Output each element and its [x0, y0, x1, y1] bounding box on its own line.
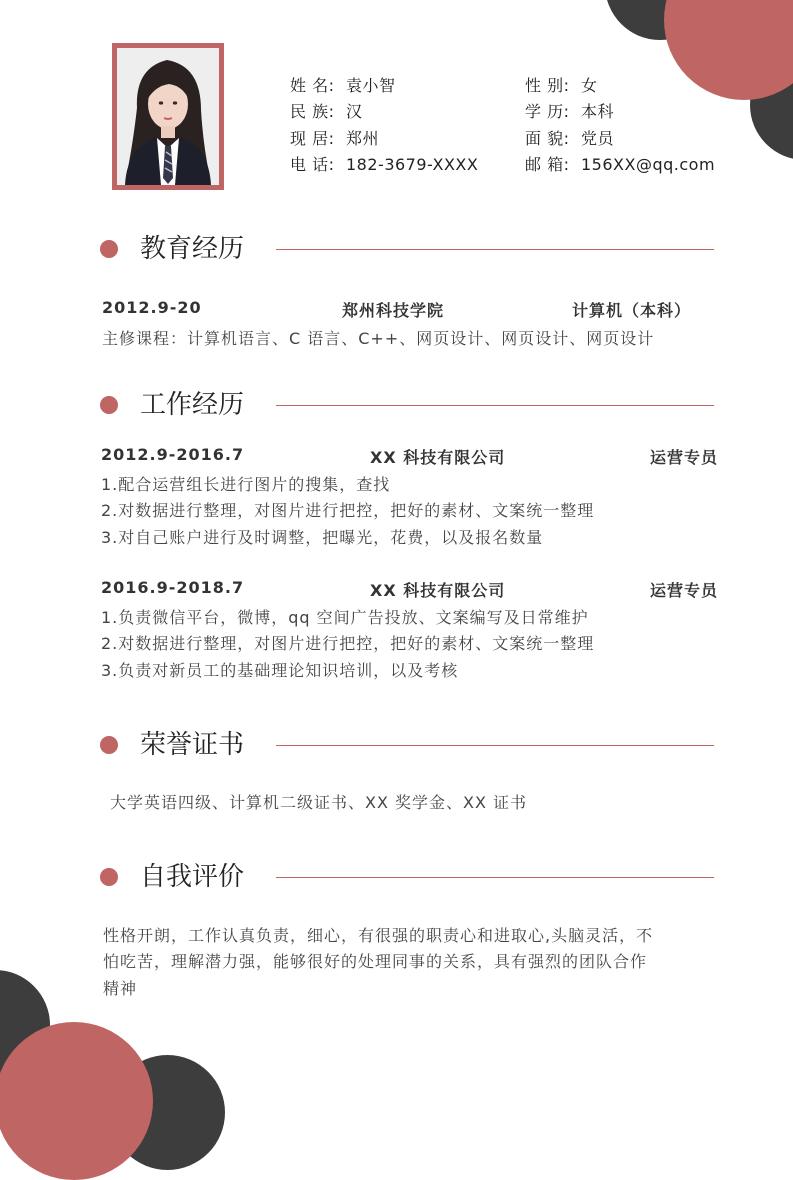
- section-self-eval-header: [100, 859, 714, 895]
- job-1-item-2: 2.对数据进行整理，对图片进行把控，把好的素材、文案统一整理: [101, 501, 595, 520]
- job-1-company: XX 科技有限公司: [370, 448, 506, 467]
- decor-circle-bottom-red: [0, 1022, 153, 1180]
- email-label: 邮 箱:: [525, 155, 570, 174]
- section-title: 荣誉证书: [140, 730, 245, 760]
- name-value: 袁小智: [346, 76, 396, 95]
- section-bullet-icon: [100, 736, 118, 754]
- gender-value: 女: [581, 76, 598, 95]
- gender-label: 性 别:: [525, 76, 570, 95]
- education-label: 学 历:: [525, 102, 570, 121]
- info-row-1: [290, 73, 396, 96]
- phone-label: 电 话:: [290, 155, 335, 174]
- education-school: 郑州科技学院: [342, 301, 445, 320]
- job-2-position: 运营专员: [650, 581, 719, 600]
- section-education-header: [100, 231, 714, 267]
- section-title: 工作经历: [140, 390, 245, 420]
- political-value: 党员: [581, 129, 615, 148]
- portrait-illustration: [117, 48, 219, 185]
- info-row-4: [290, 152, 478, 175]
- section-divider: [276, 877, 714, 878]
- section-divider: [276, 249, 714, 250]
- info-row-3-right: [525, 126, 614, 149]
- self-eval-line-2: 怕吃苦，理解潜力强，能够很好的处理同事的关系，具有强烈的团队合作: [103, 952, 648, 971]
- info-row-3: [290, 126, 379, 149]
- job-1-date: 2012.9-2016.7: [101, 445, 245, 464]
- ethnicity-value: 汉: [346, 102, 363, 121]
- job-1-item-3: 3.对自己账户进行及时调整，把曝光，花费，以及报名数量: [101, 528, 544, 547]
- info-row-2: [290, 99, 363, 122]
- ethnicity-label: 民 族:: [290, 102, 335, 121]
- name-label: 姓 名:: [290, 76, 335, 95]
- phone-value: 182-3679-XXXX: [346, 155, 479, 174]
- section-honors-header: [100, 727, 714, 763]
- section-divider: [276, 405, 714, 406]
- job-2-item-3: 3.负责对新员工的基础理论知识培训，以及考核: [101, 661, 459, 680]
- section-bullet-icon: [100, 868, 118, 886]
- job-2-item-1: 1.负责微信平台，微博，qq 空间广告投放、文案编写及日常维护: [101, 608, 589, 627]
- education-courses: 主修课程：计算机语言、C 语言、C++、网页设计、网页设计、网页设计: [102, 329, 655, 348]
- section-title: 自我评价: [140, 862, 245, 892]
- section-bullet-icon: [100, 240, 118, 258]
- job-1-position: 运营专员: [650, 448, 719, 467]
- job-1-item-1: 1.配合运营组长进行图片的搜集，查找: [101, 475, 391, 494]
- education-value: 本科: [581, 102, 615, 121]
- residence-value: 郑州: [346, 129, 380, 148]
- political-label: 面 貌:: [525, 129, 570, 148]
- section-title: 教育经历: [140, 234, 245, 264]
- info-row-1-right: [525, 73, 598, 96]
- info-row-4-right: [525, 152, 715, 175]
- residence-label: 现 居:: [290, 129, 335, 148]
- job-2-item-2: 2.对数据进行整理，对图片进行把控，把好的素材、文案统一整理: [101, 634, 595, 653]
- job-2-company: XX 科技有限公司: [370, 581, 506, 600]
- section-divider: [276, 745, 714, 746]
- job-2-date: 2016.9-2018.7: [101, 578, 245, 597]
- honors-text: 大学英语四级、计算机二级证书、XX 奖学金、XX 证书: [110, 793, 528, 812]
- education-date: 2012.9-20: [102, 298, 202, 317]
- section-bullet-icon: [100, 396, 118, 414]
- email-value: 156XX@qq.com: [581, 155, 716, 174]
- profile-photo-frame: [112, 43, 224, 190]
- education-major: 计算机（本科）: [572, 301, 692, 320]
- section-work-header: [100, 387, 714, 423]
- self-eval-line-3: 精神: [103, 979, 138, 998]
- self-eval-line-1: 性格开朗，工作认真负责，细心，有很强的职责心和进取心,头脑灵活，不: [103, 926, 654, 945]
- decor-circle-top-red: [664, 0, 793, 100]
- info-row-2-right: [525, 99, 614, 122]
- profile-photo: [117, 48, 219, 185]
